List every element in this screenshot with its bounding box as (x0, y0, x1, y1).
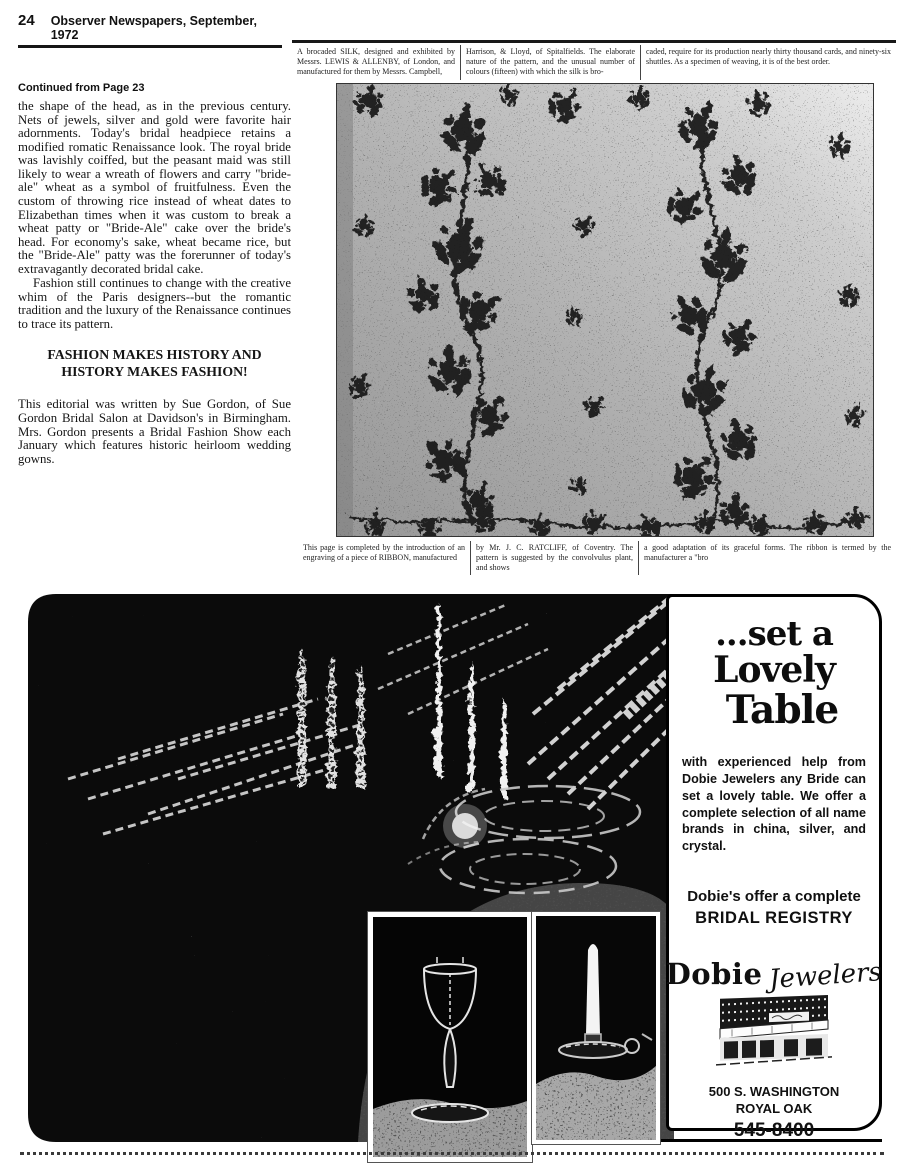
ad-body-copy: with experienced help from Dobie Jewelers any Bride can set a lovely table. We offer a complete selection of all name brands in china, silver, and crystal. (682, 755, 866, 854)
article-heading: FASHION MAKES HISTORY AND HISTORY MAKES FASHION! (47, 346, 262, 380)
goblet-photo (368, 912, 532, 1162)
caption-column: This page is completed by the introduction of an engraving of a piece of RIBBON, manufactured (303, 542, 465, 562)
page-title: Observer Newspapers, September, 1972 (50, 14, 258, 42)
caption-column: caded, require for its production nearly thirty thousand cards, and ninety-six shuttles. As a specimen of weaving, it is of the best order. (640, 45, 896, 80)
storefront-illustration (714, 993, 834, 1076)
page-number: 24 (18, 12, 35, 29)
figure-caption-top (292, 45, 896, 80)
figure-caption-bottom (298, 541, 896, 576)
rule-line (292, 40, 896, 43)
silk-fabric-image (336, 83, 874, 537)
page-header (18, 12, 282, 48)
silk-figure (292, 40, 896, 575)
editorial-note: This editorial was written by Sue Gordon, of Sue Gordon Bridal Salon at Davidson's in Birmingham. Mrs. Gordon presents a Bridal Fashion Show each January which features historic heirloom wedding gowns. (18, 397, 291, 466)
dobie-jewelers-ad (28, 594, 882, 1142)
ad-text-panel (665, 594, 884, 1142)
caption-column: a good adaptation of its graceful forms. The ribbon is termed by the manufacturer a "bro (638, 541, 896, 576)
continued-from-note: Continued from Page 23 (18, 82, 145, 94)
store-address: 500 S. WASHINGTON ROYAL OAK 545-8400 (709, 1084, 840, 1143)
editorial-column (18, 82, 291, 466)
dobie-jewelers-logo: Dobie Jewelers (665, 957, 884, 996)
caption-column: by Mr. J. C. RATCLIFF, of Coventry. The pattern is suggested by the convolvulus plant, and shows (470, 541, 638, 576)
article-paragraph-1: the shape of the head, as in the previous century. Nets of jewels, silver and gold were favorite hair adornments. Today's bridal headpiece retains a modified romatic Renaissance look. The royal bride was lavishly coiffed, but the peasant maid was still likely to wear a wreath of flowers and carry "bride-ale" wheat as a symbol of fruitfulness. Even the custom of throwing rice instead of wheat dates to Elizabethan times when it was custom to break a wheat patty or "Bride-Ale" cake over the bride's head. For economy's sake, wheat became rice, but the "Bride-Ale" patty was the forerunner of today's extravagantly decorated bridal cake. (18, 99, 291, 276)
perforation-dotted-line (20, 1152, 884, 1155)
caption-column: A brocaded SILK, designed and exhibited by Messrs. LEWIS & ALLENBY, of London, and manufactured for them by Messrs. Campbell, (297, 47, 455, 76)
caption-column: Harrison, & Lloyd, of Spitalfields. The elaborate nature of the pattern, and the unusual number of colours (fifteen) with which the silk is bro- (460, 45, 640, 80)
candle-photo (532, 912, 660, 1144)
bridal-registry-note: Dobie's offer a complete BRIDAL REGISTRY (687, 887, 861, 927)
article-paragraph-2: Fashion still continues to change with the creative whim of the Paris designers--but the romantic tradition and the luxury of the Renaissance continues to trace its pattern. (18, 276, 291, 331)
ad-headline: ...set a Lovely Table (713, 614, 839, 733)
store-phone: 545-8400 (733, 1120, 815, 1142)
